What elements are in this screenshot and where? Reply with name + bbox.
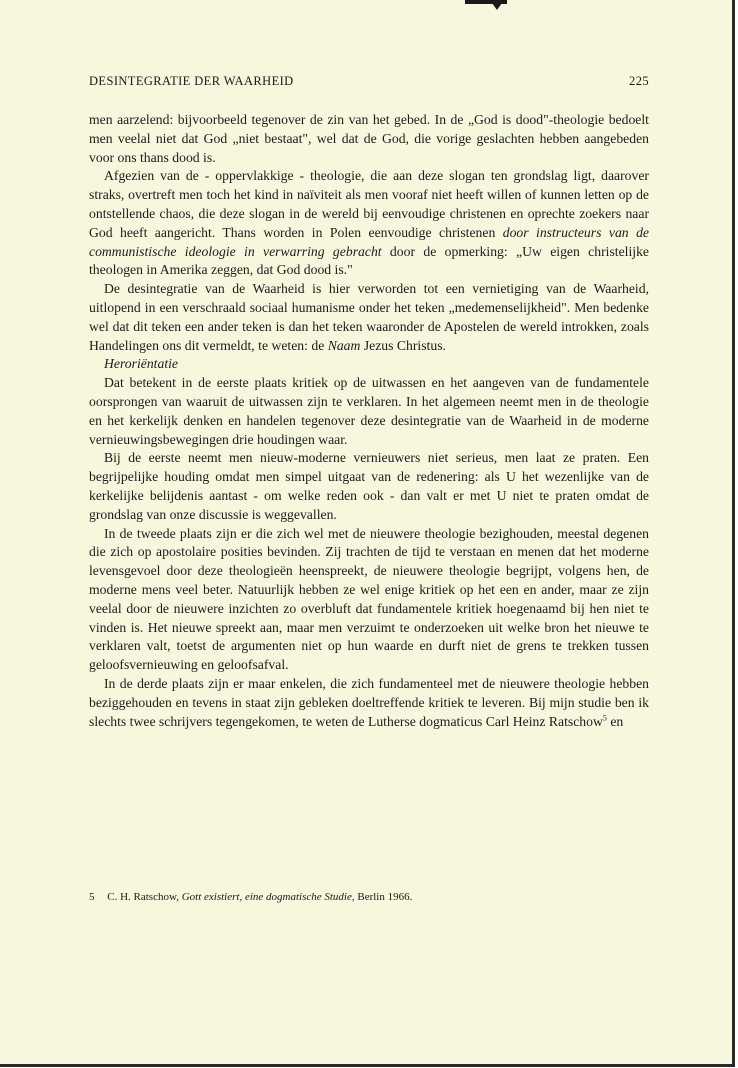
body-text: [89, 111, 649, 731]
paragraph-2-text-b: door de opmerking: „Uw eigen christelijke theologen in Amerika zeggen, dat God dood is.": [89, 243, 649, 278]
paragraph-7: [89, 675, 649, 731]
paragraph-4: [89, 374, 649, 449]
paragraph-7-text-a: In de derde plaats zijn er maar enkelen, die zich fundamenteel met de nieuwere theologie hebben beziggehouden en tevens in staat zijn gebleken doeltreffende kritiek te leveren. Bij mijn studie ben ik slechts twee schrijvers tegengekomen, te weten de Lutherse dogmaticus Carl Heinz Ratschow: [89, 675, 649, 729]
paragraph-6: [89, 525, 649, 675]
footnote-title: Gott existiert, eine dogmatische Studie,: [181, 891, 355, 903]
paragraph-2-text-a: Afgezien van de - oppervlakkige - theologie, die aan deze slogan ten grondslag ligt, daarover straks, overtreft men toch het kind in naïviteit als men vooraf niet heeft willen of kunnen letten op de ontstellende chaos, die deze slogan in de wereld bij eenvoudige christenen en oprechte zoekers naar God heeft aangericht. Thans worden in Polen eenvoudige christenen: [89, 168, 649, 240]
section-heading: Heroriëntatie: [104, 356, 178, 372]
paragraph-7-text-b: en: [606, 713, 624, 729]
paragraph-2: [89, 167, 649, 280]
paragraph-3-text-a: De desintegratie van de Waarheid is hier verworden tot een vernietiging van de Waarheid, uitlopend in een verschraald sociaal humanisme onder het teken „medemenselijkheid". Men bedenke wel dat dit teken een ander teken is dan het teken waaronder de Apostelen de wereld introkken, zoals Handelingen ons dit vermeldt, te weten: de: [89, 281, 649, 353]
paragraph-1-text: men aarzelend: bijvoorbeeld tegenover de zin van het gebed. In de „God is dood"-theologie bedoelt men veelal niet dat God „niet bestaat", wel dat de God, die vorige geslachten hebben aangebeden voor ons thans dood is.: [89, 112, 649, 165]
paragraph-2-italic: door instructeurs van de communistische ideologie in verwarring gebracht: [89, 224, 649, 259]
running-title: DESINTEGRATIE DER WAARHEID: [89, 74, 294, 88]
footnote: [89, 890, 649, 905]
footnote-author: C. H. Ratschow,: [107, 891, 179, 903]
paragraph-6-text: In de tweede plaats zijn er die zich wel met de nieuwere theologie bezighouden, meestal degenen die zich op apostolaire posities bevinden. Zij trachten de tijd te verstaan en menen dat het moderne levensgevoel door deze theologieën heenspreekt, de nieuwere theologie begrijpt, volgens hen, de moderne mens veel beter. Natuurlijk hebben ze wel enige kritiek op het een en ander, maar ze zijn veelal door de nieuwere inzichten zo overbluft dat fundamentele kritiek hoegenaamd bij hen niet te vinden is. Het nieuwe spreekt aan, maar men verzuimt te onderzoeken uit welke bron het nieuwe te verklaren valt, toetst de argumenten niet op hun waarde en durft niet de grens te trekken tussen geloofsvernieuwing en geloofsafval.: [89, 525, 649, 673]
running-head: [89, 74, 649, 94]
top-edge-marker-icon: [492, 3, 502, 10]
paragraph-3: [89, 280, 649, 355]
paragraph-3-text-b: Jezus Christus.: [360, 337, 446, 353]
paragraph-3-italic: Naam: [327, 337, 361, 353]
page-number: 225: [629, 74, 649, 88]
footnote-publication: Berlin 1966.: [357, 891, 413, 903]
paragraph-1: [89, 111, 649, 167]
paragraph-4-text: Dat betekent in de eerste plaats kritiek op de uitwassen en het aangeven van de fundamentele oorsprongen van waaruit de uitwassen zijn te verklaren. In het algemeen neemt men in de theologie en het kerkelijk denken en handelen tegenover deze desintegratie van de Waarheid in de moderne vernieuwingsbewegingen drie houdingen waar.: [89, 375, 649, 447]
footnote-reference: 5: [602, 712, 607, 722]
paragraph-5: [89, 449, 649, 524]
footnote-number: 5: [89, 891, 95, 903]
paragraph-5-text: Bij de eerste neemt men nieuw-moderne vernieuwers niet serieus, men laat ze praten. Een begrijpelijke houding omdat men simpel uitgaat van de redenering: als U het wezenlijke van de kerkelijke belijdenis aantast - om welke reden ook - dan valt er met U niet te praten omdat de grondslag van onze discussie is weggevallen.: [89, 450, 649, 522]
